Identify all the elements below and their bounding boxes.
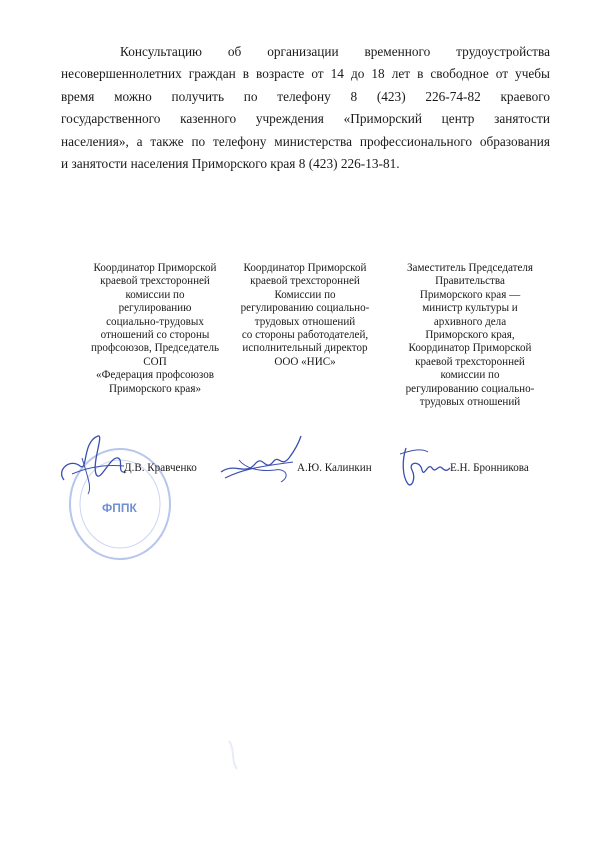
paragraph-line: населения», а также по телефону министерства профессионального образования — [61, 133, 550, 149]
title-line: комиссии по — [440, 369, 500, 382]
body-paragraph — [61, 41, 550, 175]
signatory-name-3: Е.Н. Бронникова — [450, 462, 529, 474]
title-line: Приморского края — — [419, 288, 521, 301]
signature-3 — [392, 440, 452, 492]
signatory-name-1: Д.В. Кравченко — [124, 462, 197, 474]
title-line: профсоюзов, Председатель — [90, 342, 220, 355]
signatory-title-2 — [225, 262, 385, 369]
signatory-title-3 — [380, 262, 560, 409]
title-line: Заместитель Председателя — [406, 262, 534, 274]
title-line: Координатор Приморской — [408, 342, 532, 355]
scan-artifact — [223, 735, 243, 775]
title-line: Приморского края, — [425, 329, 515, 342]
signatory-title-1 — [70, 262, 240, 396]
title-line: СОП — [143, 355, 167, 368]
title-line: ООО «НИС» — [274, 355, 336, 368]
title-line: регулированию — [118, 302, 192, 315]
title-line: комиссии по — [125, 288, 185, 301]
title-line: трудовых отношений — [419, 396, 521, 409]
signatory-name-2: А.Ю. Калинкин — [297, 462, 372, 474]
title-line: Правительства — [435, 275, 505, 288]
title-line: исполнительный директор — [242, 342, 368, 355]
title-line: со стороны работодателей, — [241, 329, 369, 342]
paragraph-line: государственного казенного учреждения «Приморский центр занятости — [61, 111, 550, 127]
title-line: Приморского края» — [108, 382, 201, 395]
signature-1 — [52, 428, 134, 498]
title-line: краевой трехсторонней — [100, 275, 210, 288]
title-line: социально-трудовых — [106, 315, 204, 328]
title-line: министр культуры и — [422, 302, 518, 315]
paragraph-line: несовершеннолетних граждан в возрасте от 14 до 18 лет в свободное от учебы — [61, 66, 550, 82]
title-line: архивного дела — [433, 315, 507, 328]
title-line: Координатор Приморской — [243, 262, 367, 274]
title-line: Координатор Приморской — [93, 262, 217, 274]
stamp-label: ФППК — [102, 501, 137, 515]
title-line: «Федерация профсоюзов — [96, 369, 214, 382]
paragraph-line: и занятости населения Приморского края 8 (423) 226-13-81. — [61, 156, 400, 172]
title-line: регулированию социально- — [405, 382, 535, 395]
paragraph-line: время можно получить по телефону 8 (423) 226-74-82 краевого — [61, 88, 550, 104]
paragraph-line: Консультацию об организации временного трудоустройства — [120, 44, 550, 59]
title-line: Комиссии по — [274, 288, 336, 301]
title-line: трудовых отношений — [254, 315, 356, 328]
title-line: краевой трехсторонней — [250, 275, 360, 288]
title-line: отношений со стороны — [100, 329, 210, 342]
title-line: регулированию социально- — [240, 302, 370, 315]
title-line: краевой трехсторонней — [415, 355, 525, 368]
